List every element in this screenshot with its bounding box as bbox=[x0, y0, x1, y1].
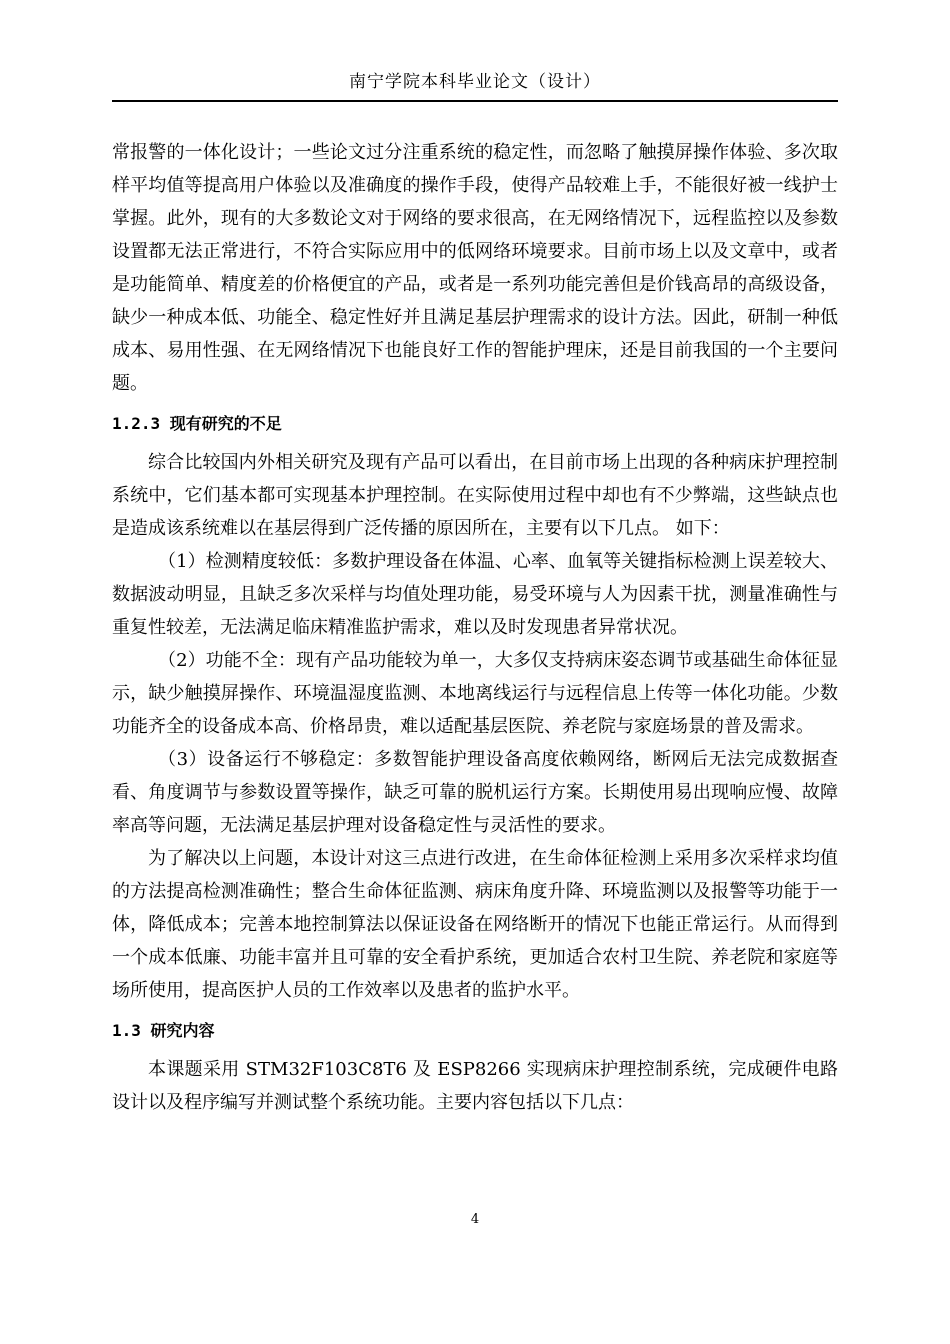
list-item-incomplete-functions: （2）功能不全：现有产品功能较为单一，大多仅支持病床姿态调节或基础生命体征显示，缺少触摸屏操作、环境温湿度监测、本地离线运行与远程信息上传等一体化功能。少数功能齐全的设备成本高、价格昂贵，难以适配基层医院、养老院与家庭场景的普及需求。 bbox=[112, 650, 838, 737]
section-heading-1-3: 1.3 研究内容 bbox=[112, 1021, 215, 1040]
paragraph-research-content: 本课题采用 STM32F103C8T6 及 ESP8266 实现病床护理控制系统，完成硬件电路设计以及程序编写并测试整个系统功能。主要内容包括以下几点： bbox=[112, 1059, 838, 1113]
list-item-detection-accuracy: （1）检测精度较低：多数护理设备在体温、心率、血氧等关键指标检测上误差较大、数据波动明显，且缺乏多次采样与均值处理功能，易受环境与人为因素干扰，测量准确性与重复性较差，无法满足临床精准监护需求，难以及时发现患者异常状况。 bbox=[112, 551, 838, 638]
page-body bbox=[112, 136, 838, 1119]
paragraph-overview: 综合比较国内外相关研究及现有产品可以看出，在目前市场上出现的各种病床护理控制系统中，它们基本都可实现基本护理控制。在实际使用过程中却也有不少弊端，这些缺点也是造成该系统难以在基层得到广泛传播的原因所在，主要有以下几点。 如下： bbox=[112, 452, 838, 539]
page-header-title: 南宁学院本科毕业论文（设计） bbox=[349, 72, 601, 92]
page-number: 4 bbox=[470, 1212, 480, 1227]
section-heading-1-2-3: 1.2.3 现有研究的不足 bbox=[112, 414, 282, 433]
paragraph-intro: 常报警的一体化设计；一些论文过分注重系统的稳定性，而忽略了触摸屏操作体验、多次取样平均值等提高用户体验以及准确度的操作手段，使得产品较难上手，不能很好被一线护士掌握。此外，现有的大多数论文对于网络的要求很高，在无网络情况下，远程监控以及参数设置都无法正常进行，不符合实际应用中的低网络环境要求。目前市场上以及文章中，或者是功能简单、精度差的价格便宜的产品，或者是一系列功能完善但是价钱高昂的高级设备，缺少一种成本低、功能全、稳定性好并且满足基层护理需求的设计方法。因此，研制一种低成本、易用性强、在无网络情况下也能良好工作的智能护理床，还是目前我国的一个主要问题。 bbox=[112, 142, 838, 394]
header-divider bbox=[112, 100, 838, 102]
list-item-unstable-operation: （3）设备运行不够稳定：多数智能护理设备高度依赖网络，断网后无法完成数据查看、角度调节与参数设置等操作，缺乏可靠的脱机运行方案。长期使用易出现响应慢、故障率高等问题，无法满足基层护理对设备稳定性与灵活性的要求。 bbox=[112, 749, 838, 836]
paragraph-solution: 为了解决以上问题，本设计对这三点进行改进，在生命体征检测上采用多次采样求均值的方法提高检测准确性；整合生命体征监测、病床角度升降、环境监测以及报警等功能于一体，降低成本；完善本地控制算法以保证设备在网络断开的情况下也能正常运行。从而得到一个成本低廉、功能丰富并且可靠的安全看护系统，更加适合农村卫生院、养老院和家庭等场所使用，提高医护人员的工作效率以及患者的监护水平。 bbox=[112, 848, 838, 1001]
